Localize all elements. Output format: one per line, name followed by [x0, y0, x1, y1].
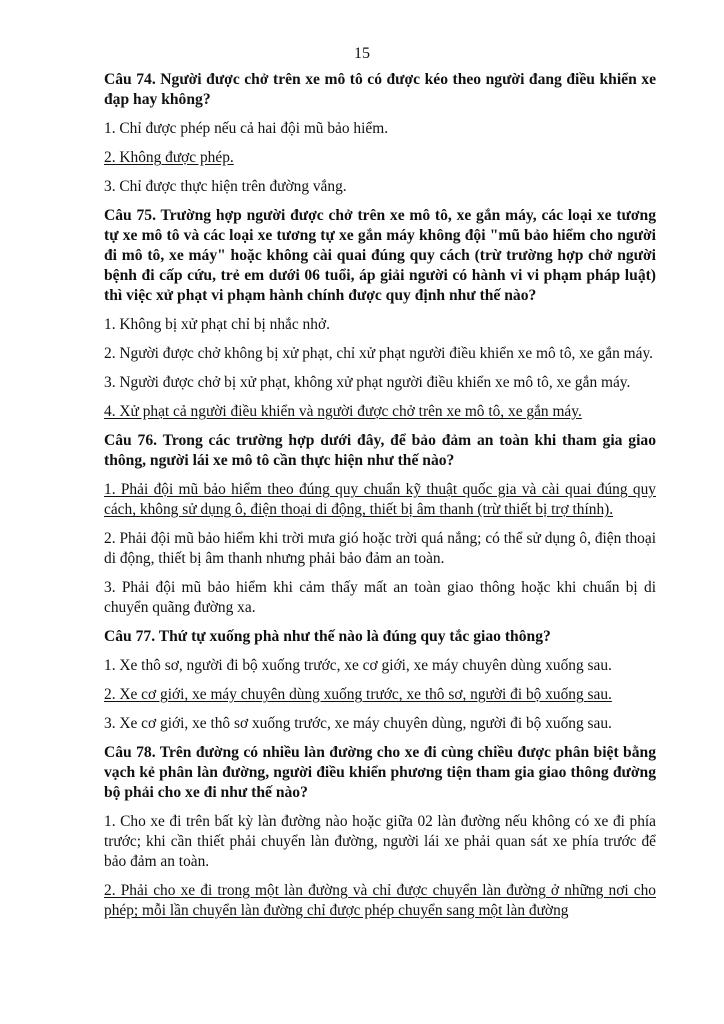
- correct-answer-option: 2. Phải cho xe đi trong một làn đường và chỉ được chuyển làn đường ở những nơi cho phép; mỗi lần chuyển làn đường chỉ được phép chuyển sang một làn đường: [104, 882, 656, 919]
- correct-answer-option: 1. Phải đội mũ bảo hiểm theo đúng quy chuẩn kỹ thuật quốc gia và cài quai đúng quy cách, không sử dụng ô, điện thoại di động, thiết bị âm thanh (trừ thiết bị trợ thính).: [104, 481, 656, 518]
- answer-option: 1. Chỉ được phép nếu cả hai đội mũ bảo hiểm.: [104, 120, 389, 137]
- question-block: [104, 70, 656, 197]
- question-title: Câu 76. Trong các trường hợp dưới đây, để bảo đảm an toàn khi tham gia giao thông, người lái xe mô tô cần thực hiện như thế nào?: [104, 432, 656, 469]
- question-block: [104, 627, 656, 734]
- correct-answer-option: 4. Xử phạt cả người điều khiển và người được chở trên xe mô tô, xe gắn máy.: [104, 403, 582, 420]
- page-content: [104, 70, 656, 930]
- question-title: Câu 75. Trường hợp người được chở trên xe mô tô, xe gắn máy, các loại xe tương tự xe mô tô và các loại xe tương tự xe gắn máy không đội "mũ bảo hiểm cho người đi mô tô, xe máy" hoặc không cài quai đúng quy cách (trừ trường hợp chở người bệnh đi cấp cứu, trẻ em dưới 06 tuổi, áp giải người có hành vi vi phạm pháp luật) thì việc xử phạt vi phạm hành chính được quy định như thế nào?: [104, 207, 656, 304]
- question-title: Câu 74. Người được chở trên xe mô tô có được kéo theo người đang điều khiển xe đạp hay không?: [104, 71, 656, 108]
- answer-option: 3. Phải đội mũ bảo hiểm khi cảm thấy mất an toàn giao thông hoặc khi chuẩn bị di chuyển quãng đường xa.: [104, 579, 656, 616]
- correct-answer-option: 2. Không được phép.: [104, 149, 234, 166]
- question-block: [104, 743, 656, 921]
- question-block: [104, 431, 656, 618]
- answer-option: 1. Không bị xử phạt chỉ bị nhắc nhở.: [104, 316, 330, 333]
- correct-answer-option: 2. Xe cơ giới, xe máy chuyên dùng xuống trước, xe thô sơ, người đi bộ xuống sau.: [104, 686, 612, 703]
- question-title: Câu 78. Trên đường có nhiều làn đường cho xe đi cùng chiều được phân biệt bằng vạch kẻ phân làn đường, người điều khiển phương tiện tham gia giao thông đường bộ phải cho xe đi như thế nào?: [104, 744, 656, 801]
- answer-option: 1. Cho xe đi trên bất kỳ làn đường nào hoặc giữa 02 làn đường nếu không có xe đi phía trước; khi cần thiết phải chuyển làn đường, người lái xe phải quan sát xe phía trước để bảo đảm an toàn.: [104, 813, 656, 870]
- answer-option: 3. Người được chở bị xử phạt, không xử phạt người điều khiển xe mô tô, xe gắn máy.: [104, 374, 631, 391]
- question-title: Câu 77. Thứ tự xuống phà như thế nào là đúng quy tắc giao thông?: [104, 628, 551, 645]
- answer-option: 2. Người được chở không bị xử phạt, chỉ xử phạt người điều khiển xe mô tô, xe gắn máy.: [104, 345, 653, 362]
- answer-option: 3. Chỉ được thực hiện trên đường vắng.: [104, 178, 347, 195]
- answer-option: 2. Phải đội mũ bảo hiểm khi trời mưa gió hoặc trời quá nắng; có thể sử dụng ô, điện thoại di động, thiết bị âm thanh nhưng phải bảo đảm an toàn.: [104, 530, 656, 567]
- answer-option: 1. Xe thô sơ, người đi bộ xuống trước, xe cơ giới, xe máy chuyên dùng xuống sau.: [104, 657, 612, 674]
- page-number: 15: [354, 45, 370, 62]
- question-block: [104, 206, 656, 422]
- answer-option: 3. Xe cơ giới, xe thô sơ xuống trước, xe máy chuyên dùng, người đi bộ xuống sau.: [104, 715, 612, 732]
